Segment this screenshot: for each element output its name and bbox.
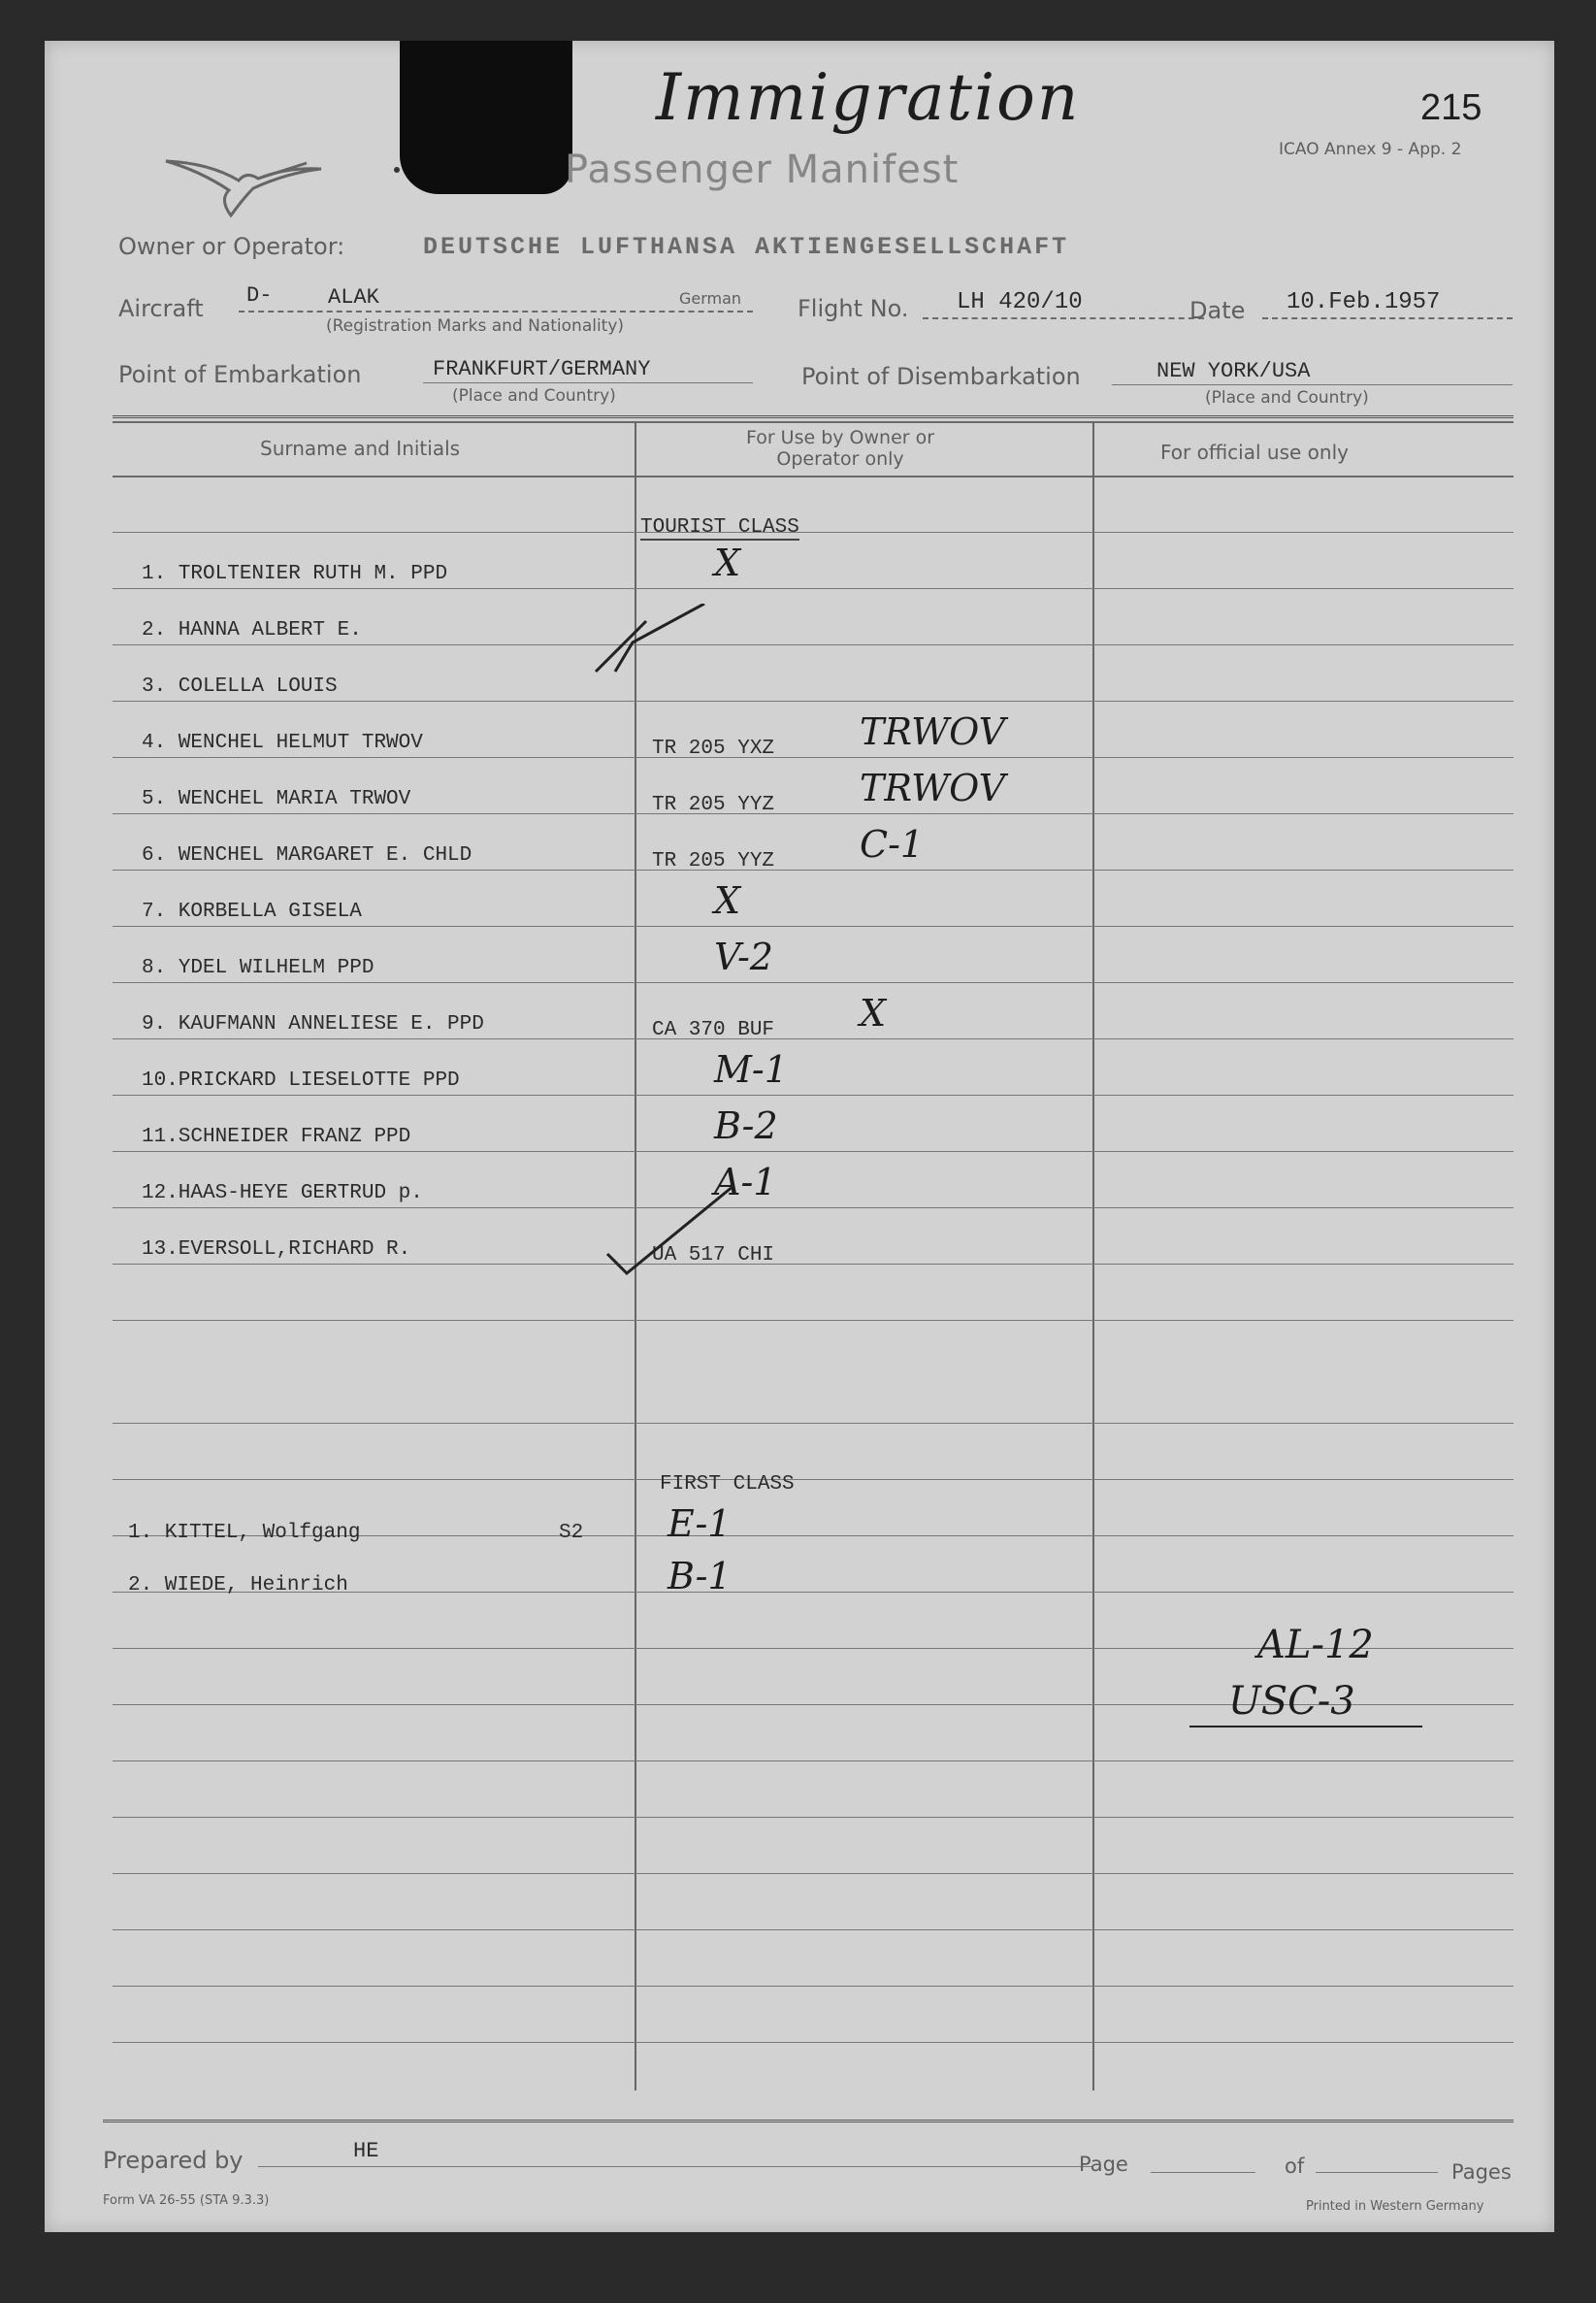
pages-label: Pages [1451, 2160, 1512, 2184]
flight-label: Flight No. [798, 295, 909, 322]
passenger-name: 12.HAAS-HEYE GERTRUD p. [142, 1182, 423, 1204]
flight-number: LH 420/10 [957, 289, 1083, 315]
row-rule [113, 1320, 1514, 1321]
passenger-name: 1. KITTEL, Wolfgang [128, 1522, 361, 1544]
handwritten-code: X [714, 879, 741, 922]
page-underline [1151, 2172, 1255, 2173]
disembarkation-caption: (Place and Country) [1205, 388, 1369, 408]
owner-use-code: TR 205 YXZ [652, 738, 775, 760]
row-rule [113, 1038, 1514, 1039]
column-header-official-use: For official use only [1160, 441, 1349, 464]
date-value: 10.Feb.1957 [1287, 289, 1441, 315]
ink-dot [394, 167, 400, 173]
page-label: Page [1079, 2153, 1128, 2176]
aircraft-label: Aircraft [118, 295, 204, 322]
row-rule [113, 1207, 1514, 1208]
aircraft-nationality: German [679, 289, 742, 308]
row-rule [113, 532, 1514, 533]
footer-rule [103, 2120, 1514, 2122]
passenger-name: 4. WENCHEL HELMUT TRWOV [142, 732, 423, 754]
embarkation-label: Point of Embarkation [118, 361, 362, 388]
passenger-name: 13.EVERSOLL,RICHARD R. [142, 1238, 411, 1261]
passenger-code: S2 [559, 1522, 584, 1544]
embarkation-underline [423, 382, 753, 383]
aircraft-underline [239, 311, 753, 313]
official-note-underline [1189, 1726, 1422, 1727]
page-number: 215 [1420, 87, 1482, 128]
aircraft-registration: ALAK [328, 285, 379, 310]
passenger-name: 1. TROLTENIER RUTH M. PPD [142, 563, 448, 585]
row-rule [113, 1095, 1514, 1096]
passenger-name: 2. WIEDE, Heinrich [128, 1574, 348, 1596]
passenger-name: 3. COLELLA LOUIS [142, 675, 338, 698]
row-rule [113, 701, 1514, 702]
handwritten-code: X [714, 542, 741, 584]
table-top-rule [113, 415, 1514, 418]
tourist-class-heading: TOURIST CLASS [640, 516, 799, 539]
passenger-name: 11.SCHNEIDER FRANZ PPD [142, 1126, 411, 1148]
disembarkation-underline [1112, 384, 1513, 385]
column-header-surname: Surname and Initials [260, 437, 461, 460]
disembarkation-label: Point of Disembarkation [801, 363, 1081, 390]
handwritten-code: B-1 [668, 1555, 732, 1597]
handwritten-code: C-1 [860, 823, 925, 866]
official-note-2: USC-3 [1228, 1679, 1355, 1724]
date-label: Date [1189, 297, 1246, 324]
form-title: Passenger Manifest [565, 148, 960, 192]
handwritten-code: B-2 [714, 1104, 778, 1147]
of-underline [1316, 2172, 1438, 2173]
passenger-name: 10.PRICKARD LIESELOTTE PPD [142, 1069, 460, 1092]
table-header-rule [113, 476, 1514, 477]
handwritten-code: V-2 [714, 936, 773, 978]
owner-use-code: UA 517 CHI [652, 1244, 775, 1267]
icao-reference: ICAO Annex 9 - App. 2 [1279, 140, 1462, 159]
passenger-name: 7. KORBELLA GISELA [142, 901, 362, 923]
disembarkation-value: NEW YORK/USA [1156, 359, 1311, 383]
row-rule [113, 1986, 1514, 1987]
passenger-name: 6. WENCHEL MARGARET E. CHLD [142, 844, 472, 867]
row-rule [113, 1817, 1514, 1818]
aircraft-prefix: D- [246, 283, 273, 308]
row-rule [113, 1760, 1514, 1761]
first-class-heading: FIRST CLASS [660, 1473, 795, 1496]
row-rule [113, 982, 1514, 983]
row-rule [113, 1479, 1514, 1480]
of-label: of [1285, 2155, 1305, 2178]
handwritten-title: Immigration [656, 60, 1081, 135]
column-header-owner-use: For Use by Owner or Operator only [745, 427, 935, 470]
row-rule [113, 1929, 1514, 1930]
handwritten-code: TRWOV [860, 767, 1006, 809]
form-code: Form VA 26-55 (STA 9.3.3) [103, 2193, 270, 2208]
owner-label: Owner or Operator: [118, 233, 345, 260]
punch-hole [400, 41, 572, 194]
lufthansa-crane-icon [161, 142, 326, 224]
table-top-rule-2 [113, 421, 1514, 423]
handwritten-code: M-1 [714, 1048, 788, 1091]
owner-use-code: TR 205 YYZ [652, 794, 775, 816]
embarkation-value: FRANKFURT/GERMANY [433, 357, 651, 381]
handwritten-code: E-1 [668, 1502, 732, 1545]
row-rule [113, 1264, 1514, 1265]
prepared-by-underline [258, 2166, 1092, 2167]
row-rule [113, 813, 1514, 814]
embarkation-caption: (Place and Country) [452, 386, 616, 406]
aircraft-caption: (Registration Marks and Nationality) [326, 316, 625, 336]
prepared-by-value: HE [353, 2139, 379, 2163]
passenger-name: 2. HANNA ALBERT E. [142, 619, 362, 642]
check-mark-13 [607, 1186, 733, 1273]
row-rule [113, 1423, 1514, 1424]
owner-use-code: TR 205 YYZ [652, 850, 775, 872]
row-rule [113, 588, 1514, 589]
handwritten-code: TRWOV [860, 710, 1006, 753]
date-underline [1262, 317, 1513, 319]
row-rule [113, 644, 1514, 645]
check-marks [588, 604, 782, 1283]
passenger-name: 5. WENCHEL MARIA TRWOV [142, 788, 411, 810]
passenger-name: 8. YDEL WILHELM PPD [142, 957, 375, 979]
owner-use-code: CA 370 BUF [652, 1019, 775, 1041]
manifest-sheet [45, 41, 1554, 2232]
column-divider-2 [1092, 421, 1094, 2090]
row-rule [113, 926, 1514, 927]
row-rule [113, 870, 1514, 871]
passenger-name: 9. KAUFMANN ANNELIESE E. PPD [142, 1013, 484, 1036]
row-rule [113, 1873, 1514, 1874]
owner-value: DEUTSCHE LUFTHANSA AKTIENGESELLSCHAFT [423, 233, 1070, 261]
row-rule [113, 2042, 1514, 2043]
printed-note: Printed in Western Germany [1306, 2199, 1484, 2214]
official-note-1: AL-12 [1257, 1623, 1374, 1667]
row-rule [113, 1151, 1514, 1152]
handwritten-code: A-1 [714, 1161, 777, 1203]
prepared-by-label: Prepared by [103, 2147, 244, 2174]
row-rule [113, 757, 1514, 758]
flight-underline [923, 317, 1204, 319]
handwritten-code: X [860, 992, 887, 1035]
